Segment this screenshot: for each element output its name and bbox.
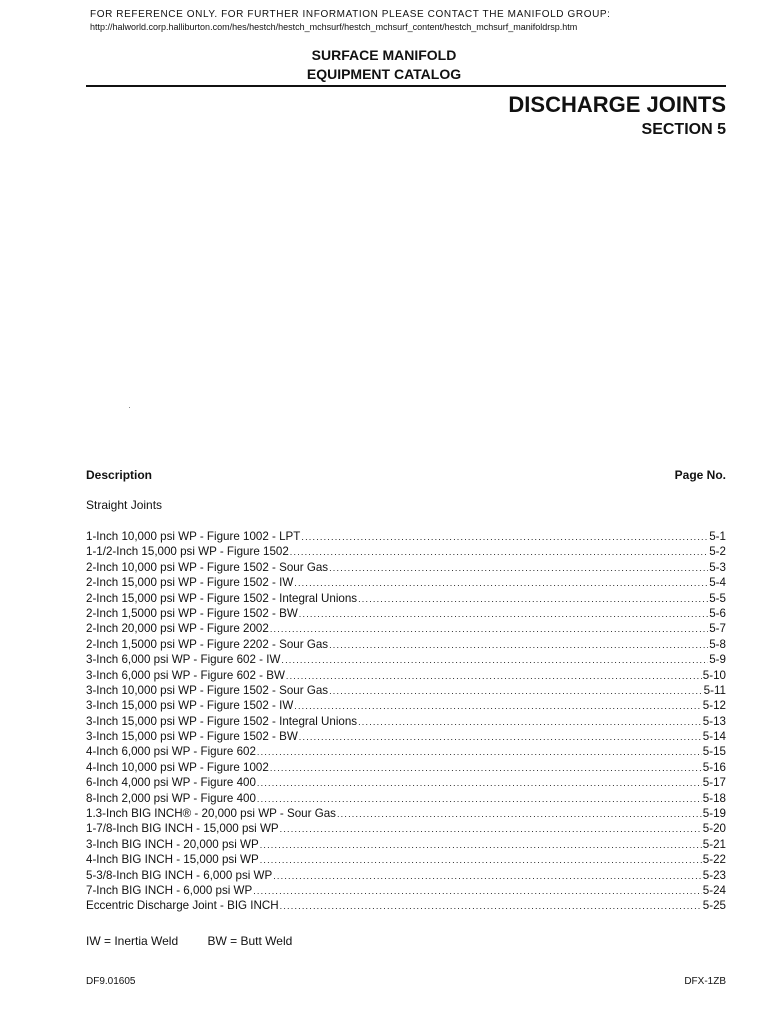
toc-entry: [86, 852, 726, 867]
toc-leader-dots: [260, 853, 702, 868]
toc-entry-page: 5-1: [709, 530, 726, 543]
toc-leader-dots: [358, 592, 708, 607]
toc-leader-dots: [270, 622, 708, 637]
footer-doc-number: DF9.01605: [86, 976, 136, 987]
toc-entry-page: 5-15: [702, 745, 726, 759]
toc-leader-dots: [329, 684, 703, 699]
toc-entry-label: 6-Inch 4,000 psi WP - Figure 400: [86, 776, 256, 790]
toc-entry-page: 5-24: [702, 883, 726, 897]
toc-entry: [86, 806, 726, 821]
toc-leader-dots: [337, 807, 702, 822]
toc-description-header: Description: [86, 468, 153, 482]
toc-page-header: Page No.: [674, 468, 726, 482]
toc-entry-label: 3-Inch 15,000 psi WP - Figure 1502 - BW: [86, 730, 298, 744]
toc-entry-page: 5-19: [702, 807, 726, 821]
header-divider: [86, 85, 726, 87]
toc-entry-page: 5-4: [709, 576, 726, 590]
toc-entry-label: 7-Inch BIG INCH - 6,000 psi WP: [86, 883, 253, 897]
toc-entry-page: 5-20: [702, 822, 726, 836]
toc-leader-dots: [281, 653, 708, 668]
toc-entry-page: 5-13: [702, 714, 726, 728]
toc-entry: [86, 760, 726, 775]
reference-notice: FOR REFERENCE ONLY. FOR FURTHER INFORMATION PLEASE CONTACT THE MANIFOLD GROUP:: [90, 9, 611, 20]
toc-entry: [86, 898, 726, 913]
scan-speck: [129, 407, 130, 408]
toc-entry-label: 3-Inch 15,000 psi WP - Figure 1502 - IW: [86, 699, 294, 713]
toc-entry: [86, 837, 726, 852]
toc-entry: [86, 883, 726, 898]
page-title: DISCHARGE JOINTS: [508, 92, 726, 117]
toc-entry-label: 3-Inch 6,000 psi WP - Figure 602 - BW: [86, 668, 285, 682]
toc-entry: [86, 621, 726, 636]
toc-entry: [86, 668, 726, 683]
toc-entry-page: 5-12: [702, 699, 726, 713]
toc-entry-label: 3-Inch 6,000 psi WP - Figure 602 - IW: [86, 653, 281, 667]
toc-leader-dots: [273, 869, 702, 884]
toc-leader-dots: [257, 745, 702, 760]
toc-entry-page: 5-11: [703, 683, 726, 697]
toc-entry-label: 3-Inch BIG INCH - 20,000 psi WP: [86, 837, 259, 851]
footer-code: DFX-1ZB: [684, 976, 726, 987]
toc-entry-label: 5-3/8-Inch BIG INCH - 6,000 psi WP: [86, 868, 273, 882]
toc-leader-dots: [253, 884, 702, 899]
toc-leader-dots: [290, 545, 708, 560]
toc-entry-label: 8-Inch 2,000 psi WP - Figure 400: [86, 791, 256, 805]
toc-leader-dots: [260, 838, 702, 853]
toc-leader-dots: [294, 576, 708, 591]
toc-entry: [86, 529, 726, 544]
catalog-title-line1: SURFACE MANIFOLD: [311, 47, 457, 63]
toc-entry-label: 2-Inch 1,5000 psi WP - Figure 2202 - Sour Gas: [86, 637, 329, 651]
toc-group-heading: Straight Joints: [86, 498, 163, 512]
catalog-title-line2: EQUIPMENT CATALOG: [306, 66, 462, 82]
toc-entry-page: 5-17: [702, 776, 726, 790]
legend-bw: BW = Butt Weld: [207, 934, 293, 948]
toc-entry-page: 5-6: [709, 606, 726, 620]
toc-entry-label: 4-Inch 6,000 psi WP - Figure 602: [86, 745, 256, 759]
toc-entry: [86, 606, 726, 621]
toc-entry-page: 5-22: [702, 853, 726, 867]
toc-entry-page: 5-9: [709, 653, 726, 667]
toc-entry: [86, 698, 726, 713]
toc-leader-dots: [280, 899, 702, 914]
abbreviation-legend: [86, 933, 292, 949]
toc-entry: [86, 560, 726, 575]
toc-leader-dots: [286, 669, 702, 684]
legend-iw: IW = Inertia Weld: [86, 934, 179, 948]
toc-entry-page: 5-7: [709, 622, 726, 636]
toc-entry-label: 1.3-Inch BIG INCH® - 20,000 psi WP - Sour Gas: [86, 807, 336, 821]
toc-entry-label: 2-Inch 1,5000 psi WP - Figure 1502 - BW: [86, 606, 298, 620]
toc-leader-dots: [329, 561, 708, 576]
toc-entry: [86, 544, 726, 559]
toc-entry-page: 5-10: [702, 668, 726, 682]
toc-entry-label: 3-Inch 10,000 psi WP - Figure 1502 - Sour Gas: [86, 683, 329, 697]
toc-entry-label: 4-Inch BIG INCH - 15,000 psi WP: [86, 853, 259, 867]
toc-entry-label: 1-1/2-Inch 15,000 psi WP - Figure 1502: [86, 545, 289, 559]
toc-leader-dots: [299, 607, 708, 622]
toc-entry-label: 1-7/8-Inch BIG INCH - 15,000 psi WP: [86, 822, 279, 836]
section-label: SECTION 5: [641, 121, 726, 138]
toc-entry-page: 5-21: [702, 837, 726, 851]
toc-leader-dots: [294, 699, 702, 714]
toc-entry: [86, 575, 726, 590]
toc-entry: [86, 729, 726, 744]
reference-url: http://halworld.corp.halliburton.com/hes/hestch/hestch_mchsurf/hestch_mchsurf_content/hestch_mchsurf_manifoldrsp.htm: [90, 22, 578, 32]
toc-leader-dots: [358, 715, 702, 730]
toc-leader-dots: [257, 792, 702, 807]
toc-list: [86, 529, 726, 914]
toc-entry: [86, 821, 726, 836]
toc-entry-page: 5-18: [702, 791, 726, 805]
toc-entry-page: 5-3: [709, 560, 726, 574]
toc-entry-page: 5-25: [702, 899, 726, 913]
toc-entry-label: 2-Inch 15,000 psi WP - Figure 1502 - Integral Unions: [86, 591, 358, 605]
toc-entry: [86, 791, 726, 806]
toc-entry: [86, 744, 726, 759]
toc-entry-page: 5-23: [702, 868, 726, 882]
toc-entry-page: 5-2: [709, 545, 726, 559]
toc-entry: [86, 683, 726, 698]
toc-entry-page: 5-14: [702, 730, 726, 744]
toc-entry: [86, 714, 726, 729]
toc-leader-dots: [257, 776, 702, 791]
toc-leader-dots: [301, 530, 708, 545]
toc-entry: [86, 652, 726, 667]
toc-leader-dots: [329, 638, 708, 653]
toc-entry-page: 5-5: [709, 591, 726, 605]
toc-leader-dots: [270, 761, 702, 776]
toc-entry-label: 2-Inch 10,000 psi WP - Figure 1502 - Sour Gas: [86, 560, 329, 574]
toc-entry-label: 1-Inch 10,000 psi WP - Figure 1002 - LPT: [86, 530, 301, 543]
toc-entry-label: Eccentric Discharge Joint - BIG INCH: [86, 899, 279, 913]
toc-entry: [86, 868, 726, 883]
toc-entry: [86, 591, 726, 606]
toc-entry-label: 2-Inch 20,000 psi WP - Figure 2002: [86, 622, 269, 636]
toc-entry-label: 2-Inch 15,000 psi WP - Figure 1502 - IW: [86, 576, 294, 590]
toc-entry-page: 5-8: [709, 637, 726, 651]
toc-entry-page: 5-16: [702, 760, 726, 774]
toc-entry-label: 3-Inch 15,000 psi WP - Figure 1502 - Integral Unions: [86, 714, 358, 728]
toc-entry: [86, 637, 726, 652]
toc-entry-label: 4-Inch 10,000 psi WP - Figure 1002: [86, 760, 269, 774]
toc-leader-dots: [280, 822, 702, 837]
toc-leader-dots: [299, 730, 702, 745]
toc-entry: [86, 775, 726, 790]
